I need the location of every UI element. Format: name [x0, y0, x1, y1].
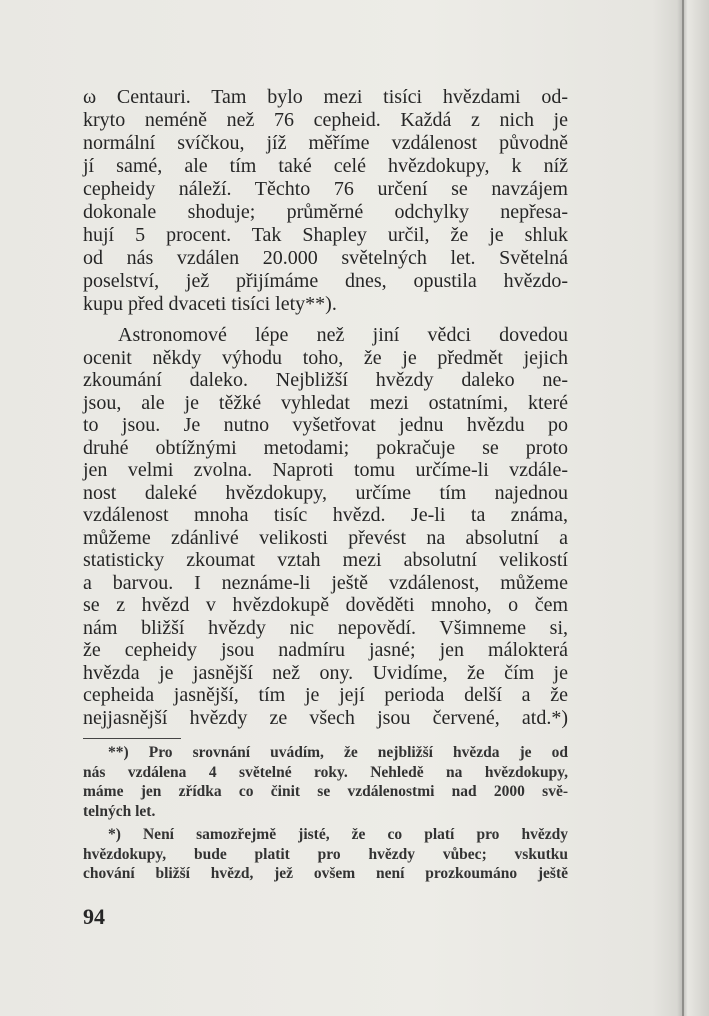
- text-line: kryto neméně než 76 cepheid. Každá z nich je: [83, 109, 568, 131]
- page-number: 94: [83, 904, 105, 929]
- text-line: že cepheidy jsou nadmíru jasné; jen málokterá: [83, 639, 568, 661]
- text-line: statisticky zkoumat vztah mezi absolutní velikostí: [83, 549, 568, 571]
- text-line: vzdálenost mnoha tisíc hvězd. Je-li ta známa,: [83, 504, 568, 526]
- text-line: ocenit někdy výhodu toho, že je předmět jejich: [83, 346, 568, 369]
- footnote-line: máme jen zřídka co činit se vzdálenostmi nad 2000 svě-: [83, 783, 568, 800]
- text-line: hují 5 procent. Tak Shapley určil, že je shluk: [83, 224, 568, 246]
- footnote-line: **) Pro srovnání uvádím, že nejbližší hvězda je od: [108, 744, 568, 761]
- text-line: nost daleké hvězdokupy, určíme tím najednou: [83, 481, 568, 504]
- text-line: nám bližší hvězdy nic nepovědí. Všimneme si,: [83, 616, 568, 639]
- footnote-line: hvězdokupy, bude platit pro hvězdy vůbec; vskutku: [83, 845, 568, 863]
- text-line: kupu před dvaceti tisíci lety**).: [83, 293, 337, 315]
- text-line: hvězda je jasnější než ony. Uvidíme, že čím je: [83, 661, 568, 684]
- footnote-line: chování bližší hvězd, jež ovšem není prozkoumáno ještě: [83, 865, 568, 882]
- text-line: cepheida jasnější, tím je její perioda delší a že: [83, 684, 568, 706]
- text-line: normální svíčkou, jíž měříme vzdálenost původně: [83, 132, 568, 154]
- footnote-separator: [83, 738, 181, 739]
- text-line: cepheidy náleží. Těchto 76 určení se navzájem: [83, 178, 568, 200]
- text-line: jen velmi zvolna. Naproti tomu určíme-li vzdále-: [83, 459, 568, 481]
- text-line: od nás vzdálen 20.000 světelných let. Světelná: [83, 247, 568, 269]
- text-line: zkoumání daleko. Nejbližší hvězdy daleko ne-: [83, 369, 568, 391]
- text-line: jí samé, ale tím také celé hvězdokupy, k níž: [83, 155, 568, 177]
- text-line: můžeme zdánlivé velikosti převést na absolutní a: [83, 526, 568, 549]
- text-line: nejjasnější hvězdy ze všech jsou červené, atd.*): [83, 706, 568, 729]
- text-line: poselství, jež přijímáme dnes, opustila hvězdo-: [83, 270, 568, 292]
- text-line: se z hvězd v hvězdokupě dověděti mnoho, o čem: [83, 594, 568, 616]
- footnote-line: telných let.: [83, 802, 156, 820]
- text-line: jsou, ale je těžké vyhledat mezi ostatními, které: [83, 391, 568, 414]
- page-binding-edge: [682, 0, 684, 1016]
- text-line: ω Centauri. Tam bylo mezi tisíci hvězdami od-: [83, 86, 568, 108]
- text-line: a barvou. I neznáme-li ještě vzdálenost, můžeme: [83, 571, 568, 594]
- text-line: to jsou. Je nutno vyšetřovat jednu hvězdu po: [83, 414, 568, 436]
- text-line: druhé obtížnými metodami; pokračuje se proto: [83, 436, 568, 459]
- footnote-line: nás vzdálena 4 světelné roky. Nehledě na hvězdokupy,: [83, 763, 568, 781]
- footnote-line: *) Není samozřejmě jisté, že co platí pro hvězdy: [108, 826, 568, 843]
- text-line: Astronomové lépe než jiní vědci dovedou: [118, 324, 568, 346]
- text-line: dokonale shoduje; průměrné odchylky nepřesa-: [83, 201, 568, 223]
